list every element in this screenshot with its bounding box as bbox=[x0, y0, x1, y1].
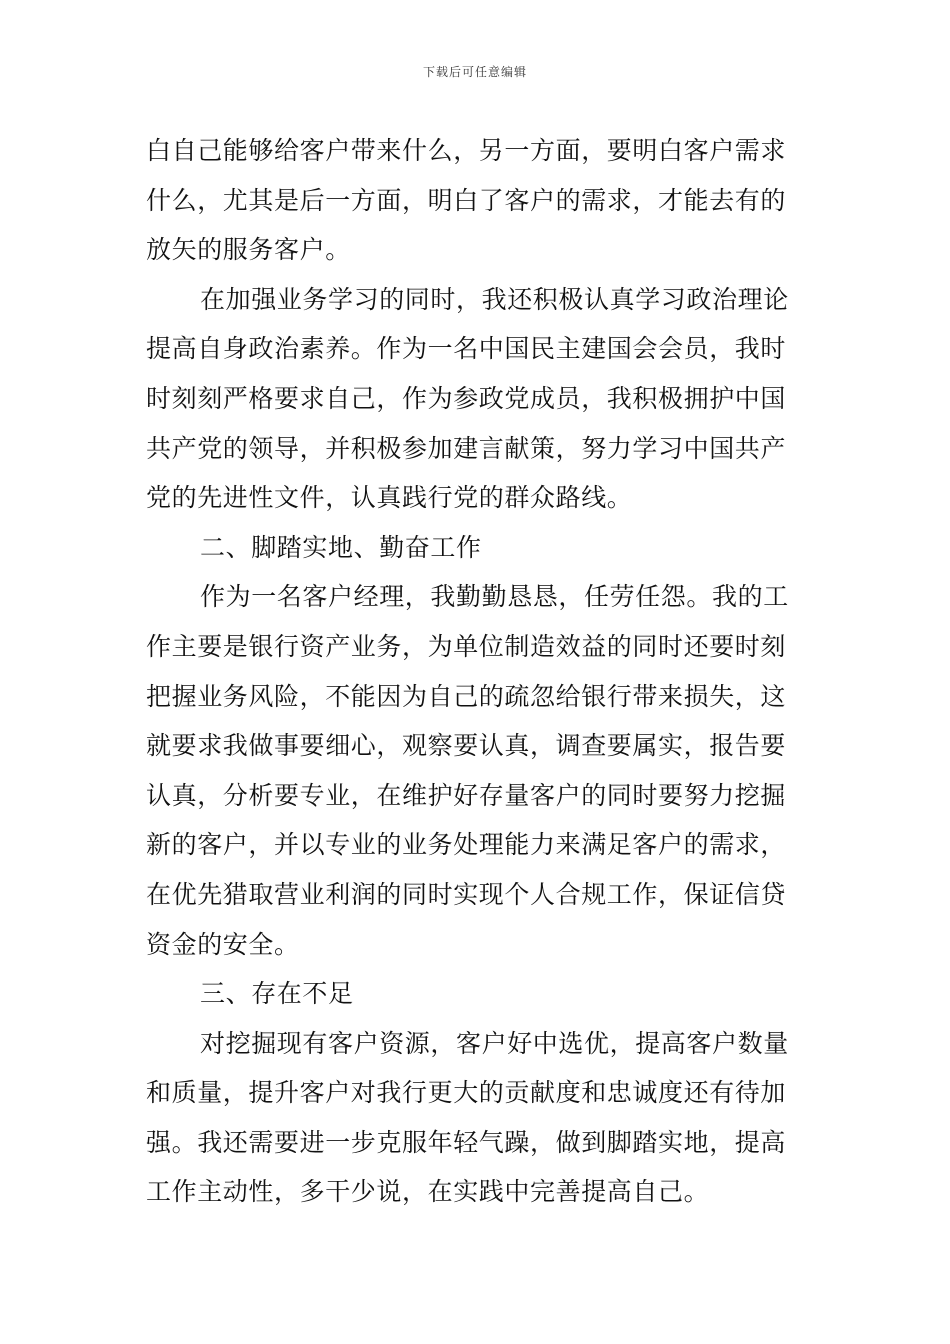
body-line: 作主要是银行资产业务，为单位制造效益的同时还要时刻 bbox=[146, 631, 787, 661]
page-header-note: 下载后可任意编辑 bbox=[422, 65, 527, 79]
body-line: 白自己能够给客户带来什么，另一方面，要明白客户需求 bbox=[146, 136, 787, 165]
paragraph-start-line: 在加强业务学习的同时，我还积极认真学习政治理论 bbox=[200, 284, 789, 314]
body-line: 强。我还需要进一步克服年轻气躁，做到脚踏实地，提高 bbox=[146, 1127, 787, 1157]
body-line: 党的先进性文件，认真践行党的群众路线。 bbox=[146, 483, 633, 513]
body-line: 资金的安全。 bbox=[146, 929, 300, 959]
paragraph-start-line: 作为一名客户经理，我勤勤恳恳，任劳任怨。我的工 bbox=[200, 582, 789, 612]
body-line: 放矢的服务客户。 bbox=[146, 235, 351, 265]
section-heading: 三、存在不足 bbox=[200, 979, 354, 1009]
body-line: 就要求我做事要细心，观察要认真，调查要属实，报告要 bbox=[146, 731, 787, 761]
body-line: 时刻刻严格要求自己，作为参政党成员，我积极拥护中国 bbox=[146, 383, 787, 413]
body-line: 在优先猎取营业利润的同时实现个人合规工作，保证信贷 bbox=[146, 879, 787, 909]
body-line: 工作主动性，多干少说，在实践中完善提高自己。 bbox=[146, 1177, 710, 1207]
body-line: 共产党的领导，并积极参加建言献策，努力学习中国共产 bbox=[146, 433, 787, 463]
section-heading: 二、脚踏实地、勤奋工作 bbox=[200, 532, 482, 562]
document-body bbox=[146, 126, 808, 1217]
body-line: 什么，尤其是后一方面，明白了客户的需求，才能去有的 bbox=[146, 185, 787, 215]
body-line: 把握业务风险，不能因为自己的疏忽给银行带来损失，这 bbox=[146, 681, 787, 711]
body-line: 和质量，提升客户对我行更大的贡献度和忠诚度还有待加 bbox=[146, 1078, 787, 1108]
paragraph-start-line: 对挖掘现有客户资源，客户好中选优，提高客户数量 bbox=[200, 1028, 789, 1058]
body-line: 认真，分析要专业，在维护好存量客户的同时要努力挖掘 bbox=[146, 780, 787, 810]
body-line: 新的客户，并以专业的业务处理能力来满足客户的需求， bbox=[146, 830, 787, 860]
body-line: 提高自身政治素养。作为一名中国民主建国会会员，我时 bbox=[146, 334, 787, 364]
